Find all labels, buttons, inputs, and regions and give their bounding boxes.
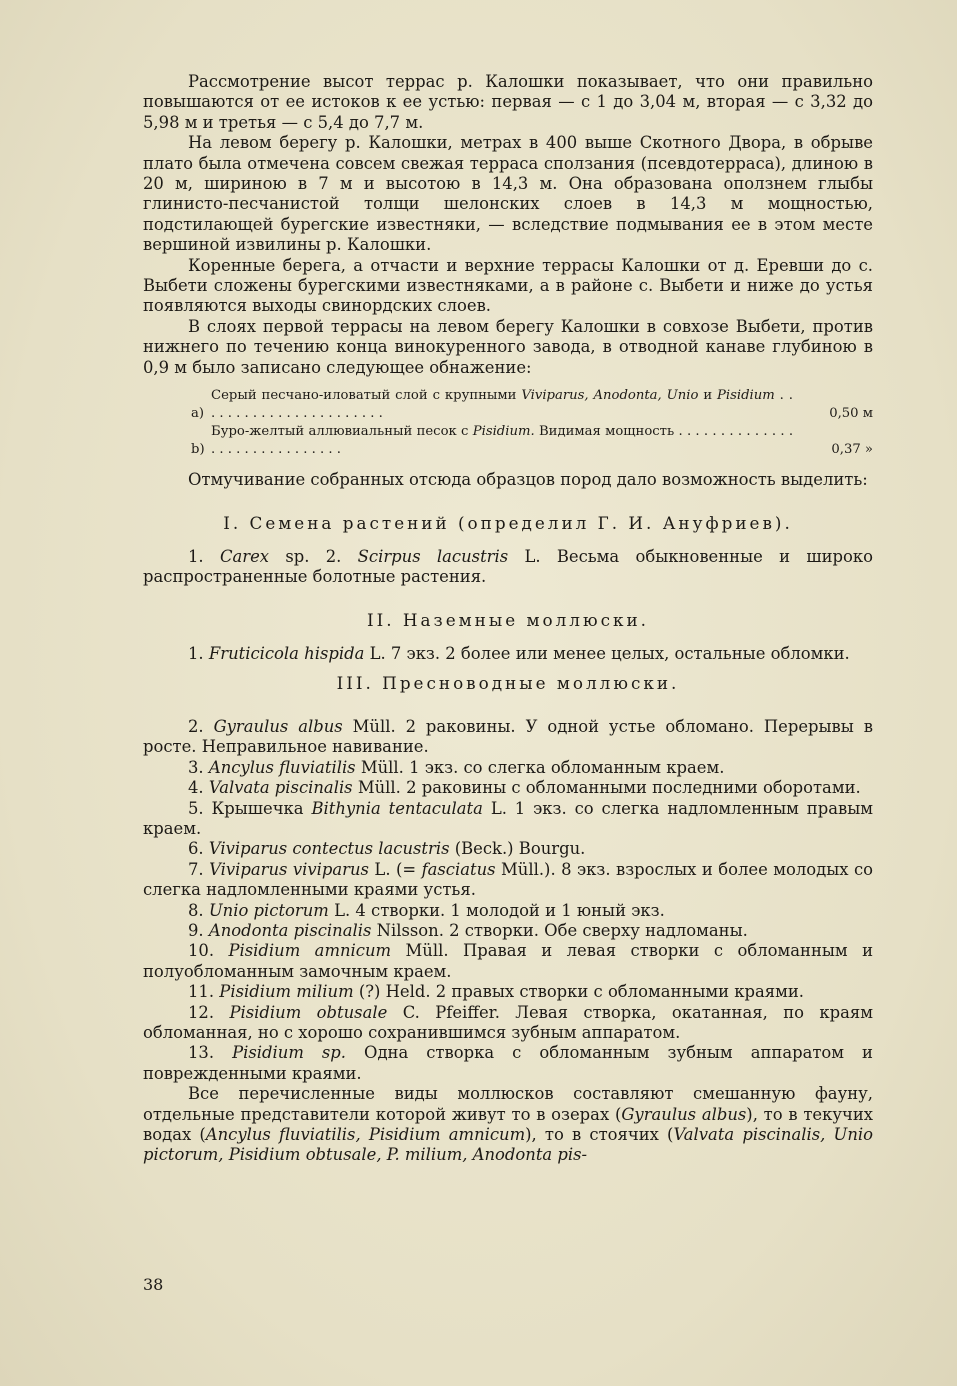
page-body [143, 72, 873, 1166]
item-text: L. 7 экз. 2 более или менее целых, остальные обломки. [364, 644, 850, 664]
item-number: 7. [188, 859, 204, 879]
item-text: Nilsson. 2 створки. Обе сверху надломаны. [371, 921, 748, 940]
spacer [143, 707, 873, 717]
item-text: L. Весьма обыкновенные и широко распространенные болотные растения. [143, 546, 873, 587]
species-name: Scirpus lacustris [357, 546, 509, 566]
layer-a-text1: Серый песчано-иловатый слой с крупными [211, 388, 522, 404]
item-number: 8. [188, 900, 204, 920]
paragraph-levigation: Отмучивание собранных отсюда образцов пород дало возможность выделить: [188, 470, 868, 490]
item-number: 2. [188, 716, 204, 736]
item-number: 6. [188, 839, 204, 859]
species-name: Gyraulus albus [213, 716, 343, 736]
paragraph-mixed-fauna [143, 1084, 873, 1166]
layer-b-label: b) [191, 442, 205, 458]
item-pisidium-amnicum [143, 941, 873, 982]
item-text: Müll. 2 раковины. У одной устье обломано. Перерывы в росте. Неправильное навивание. [143, 716, 873, 757]
layer-a-text [211, 387, 793, 423]
item-viviparus-contectus [143, 839, 873, 859]
layer-b-thickness: 0,37 » [831, 442, 873, 458]
paragraph-terrace-heights: Рассмотрение высот террас р. Калошки показывает, что они правильно повышаются от ее истоков к ее устью: первая — с 1 до 3,04 м, вторая — с 3,32 до 5,98 м и третья — с 5,4 до 7,7 м. [143, 72, 873, 132]
item-text: L. 4 створки. 1 молодой и 1 юный экз. [328, 900, 665, 920]
layer-b-text [211, 423, 793, 459]
species-name: Valvata piscinalis, Unio pictorum, Pisidium obtusale, P. milium, Anodonta pis- [143, 1125, 874, 1165]
item-number: 9. [188, 921, 204, 940]
item-number: 1. [188, 644, 204, 664]
item-gyraulus [143, 717, 873, 758]
layer-a-thickness: 0,50 м [829, 406, 873, 422]
section-description [191, 387, 873, 459]
item-text: Крышечка [211, 798, 312, 818]
item-number: 10. [188, 941, 215, 961]
species-name: Pisidium obtusale [229, 1002, 388, 1022]
species-name: Gyraulus albus [621, 1104, 747, 1124]
item-number: 13. [188, 1043, 215, 1063]
item-text: Müll. 2 раковины с обломанными последними оборотами. [352, 778, 861, 798]
final-text: Все перечисленные виды моллюсков составляют смешанную фауну, отдельные представители которой живут то в озерах ( [143, 1084, 873, 1124]
layer-b-text2: Видимая мощность [534, 424, 675, 440]
species-name: Bithynia tentaculata [311, 798, 483, 818]
item-seeds [143, 547, 873, 588]
species-name: Viviparus viviparus [209, 859, 369, 879]
item-pisidium-sp [143, 1043, 873, 1084]
item-number: 4. [188, 778, 204, 798]
layer-a-leader: . . . . . . . . . . . . . . . . . . . . . . . [211, 388, 793, 422]
layer-a-taxa2: Pisidium [717, 388, 775, 404]
layer-b-leader: . . . . . . . . . . . . . . . . . . . . . . . . . . . . . . [211, 424, 794, 458]
item-number: 11. [188, 982, 215, 1002]
item-number: 12. [188, 1002, 215, 1022]
species-name: Carex [219, 546, 270, 566]
species-name: Ancylus fluviatilis [208, 757, 356, 777]
paragraph-bedrock: Коренные берега, а отчасти и верхние террасы Калошки от д. Еревши до с. Выбети сложены бурегскими известняками, а в районе с. Выбети и ниже до устья появляются выходы свинордских слоев. [143, 255, 873, 316]
layer-b-taxa1: Pisidium. [472, 424, 535, 440]
species-name: Pisidium amnicum [228, 941, 392, 961]
item-bithynia [143, 799, 873, 840]
item-text: C. Pfeiffer. Левая створка, окатанная, по краям обломанная, но с хорошо сохранившимся зубным аппаратом. [143, 1002, 873, 1043]
paragraph-left-bank: На левом берегу р. Калошки, метрах в 400 выше Скотного Двора, в обрыве плато была отмечена совсем свежая терраса сползания (псевдотерраса), длиною в 20 м, шириною в 7 м и высотою в 14,3 м. Она образована оползнем глыбы глинисто-песчанистой толщи шелонских слоев в 14,3 м мощностью, подстилающей бурегские известняки, — вследствие подмывания ее в этом месте вершиной извилины р. Калошки. [143, 133, 873, 255]
item-ancylus [143, 758, 873, 778]
final-text: ), то в стоячих ( [525, 1125, 674, 1145]
item-text: (?) Held. 2 правых створки с обломанными краями. [353, 982, 804, 1002]
page-number: 38 [143, 1275, 164, 1294]
species-name: Valvata piscinalis [208, 778, 353, 798]
item-text: (Beck.) Bourgu. [449, 839, 586, 859]
heading-freshwater-molluscs: III. Пресноводные моллюски. [336, 672, 680, 693]
item-anodonta [143, 921, 873, 941]
final-text: ), то в текучих водах ( [143, 1104, 873, 1145]
item-text: Müll. Правая и левая створки с обломанным и полуобломанным замочным краем. [143, 941, 874, 981]
species-name: Pisidium sp. [232, 1043, 346, 1063]
species-name: Viviparus contectus lacustris [208, 839, 450, 859]
heading-seeds: I. Семена растений (определил Г. И. Ануфриев). [223, 512, 793, 533]
item-text: sp. 2. [269, 546, 358, 566]
item-fruticicola [143, 644, 873, 664]
item-number: 5. [188, 798, 204, 818]
layer-a-label: a) [191, 406, 205, 422]
item-text: L. (= [368, 859, 422, 879]
species-name: Fruticicola hispida [208, 644, 365, 664]
species-name: Unio pictorum [208, 900, 329, 920]
species-name: Anodonta piscinalis [208, 921, 372, 940]
layer-a-taxa1: Viviparus, Anodonta, Unio [521, 388, 699, 404]
species-name: Pisidium milium [219, 982, 354, 1002]
item-text: L. 1 экз. со слегка надломленным правым краем. [143, 798, 873, 838]
item-number: 3. [188, 757, 204, 777]
heading-land-molluscs: II. Наземные моллюски. [366, 609, 649, 630]
layer-a [191, 387, 873, 423]
item-valvata [143, 778, 873, 798]
layer-b-text1: Буро-желтый аллювиальный песок с [211, 424, 473, 440]
species-name: Ancylus fluviatilis, Pisidium amnicum [205, 1125, 526, 1145]
item-pisidium-obtusale [143, 1003, 873, 1044]
item-number: 1. [188, 546, 204, 566]
item-unio [143, 901, 873, 921]
paragraph-first-terrace: В слоях первой террасы на левом берегу Калошки в совхозе Выбети, против нижнего по течению конца винокуренного завода, в отводной канаве глубиною в 0,9 м было записано следующее обнажение: [143, 316, 873, 377]
item-viviparus-viviparus [143, 860, 873, 901]
species-name: fasciatus [421, 859, 496, 879]
item-pisidium-milium [143, 982, 873, 1002]
item-text: Müll.). 8 экз. взрослых и более молодых со слегка надломленными краями устья. [143, 859, 874, 900]
layer-b [191, 423, 873, 459]
layer-a-text2: и [698, 388, 718, 404]
item-text: Müll. 1 экз. со слегка обломанным краем. [355, 757, 725, 777]
item-text: Одна створка с обломанным зубным аппаратом и поврежденными краями. [143, 1043, 873, 1083]
